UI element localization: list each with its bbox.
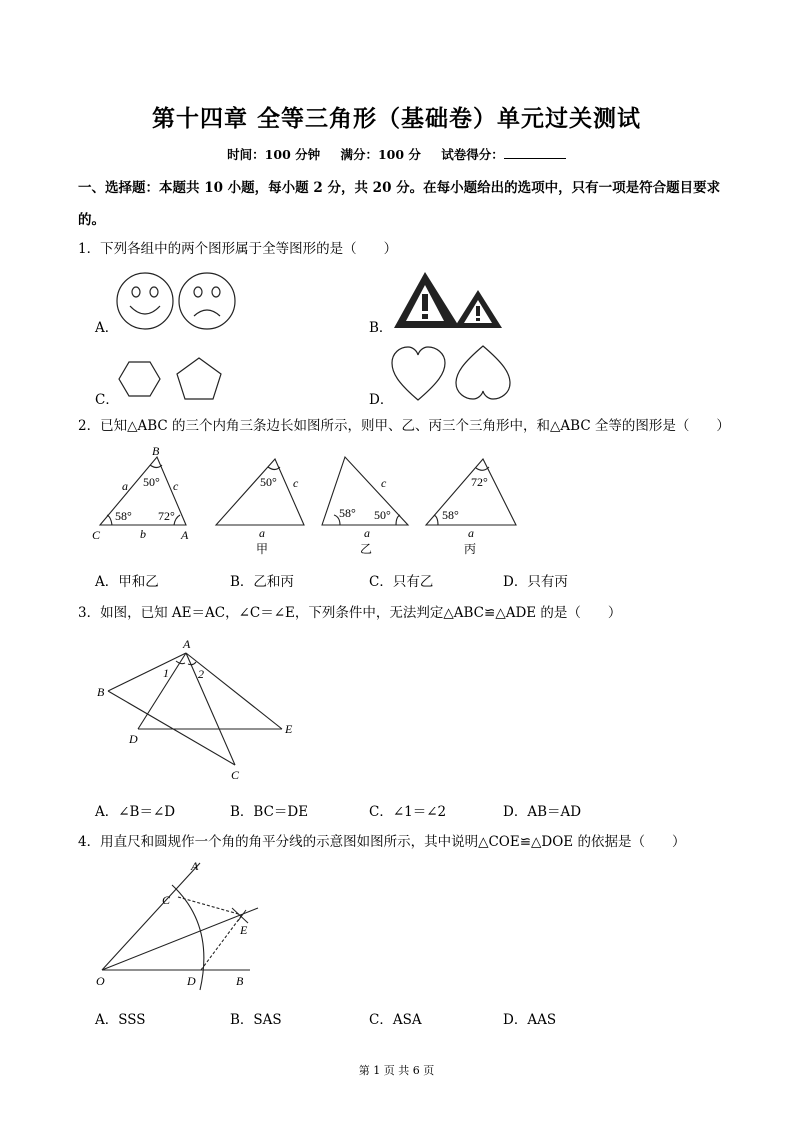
hearts-figure xyxy=(388,343,518,403)
side-a: a xyxy=(122,479,128,493)
small-warning-icon xyxy=(454,290,502,328)
angle-c: 58° xyxy=(115,509,132,523)
yi-side-c: c xyxy=(381,476,387,490)
label-O: O xyxy=(96,974,105,988)
section-heading: 一、选择题：本题共 10 小题，每小题 2 分，共 20 分。在每小题给出的选项中，只有一项是符合题目要求的。 xyxy=(78,180,721,228)
label-C: C xyxy=(162,893,171,907)
tilted-heart-icon xyxy=(456,346,510,399)
sad-face-icon xyxy=(179,273,235,329)
label-D: D xyxy=(187,974,196,988)
bing-angle-72: 72° xyxy=(471,475,488,489)
bing-side-a: a xyxy=(468,526,474,540)
side-c: c xyxy=(173,479,179,493)
side-b: b xyxy=(140,527,146,541)
q3-option-d: D．AB＝AD xyxy=(503,804,582,820)
bing-angle-58: 58° xyxy=(442,508,459,522)
page-title: 第十四章 全等三角形（基础卷）单元过关测试 xyxy=(151,105,641,132)
score-blank xyxy=(504,147,566,159)
large-warning-icon xyxy=(394,272,460,328)
q4-option-c: C．ASA xyxy=(369,1012,422,1028)
time-info: 时间：100 分钟 xyxy=(227,147,321,162)
yi-side-a: a xyxy=(364,526,370,540)
smiley-icon xyxy=(117,273,173,329)
q3-option-b: B．BC＝DE xyxy=(230,804,309,820)
label-E: E xyxy=(240,923,248,937)
q2-option-d: D．只有丙 xyxy=(503,574,568,590)
exam-info xyxy=(0,145,793,163)
jia-side-a: a xyxy=(259,526,265,540)
q1-option-c: C． xyxy=(95,392,119,408)
jia-name: 甲 xyxy=(256,542,269,556)
question-3-stem: 3．如图，已知 AE＝AC，∠C＝∠E，下列条件中，无法判定△ABC≌△ADE 的是（ ） xyxy=(78,605,622,621)
q4-option-d: D．AAS xyxy=(503,1012,557,1028)
polygons-figure xyxy=(115,355,230,403)
label-C: C xyxy=(231,768,240,782)
label-A: A xyxy=(191,859,199,873)
hexagon-icon xyxy=(119,362,160,396)
yi-angle-58: 58° xyxy=(339,506,356,520)
label-A: A xyxy=(183,637,191,651)
jia-angle: 50° xyxy=(260,475,277,489)
q2-option-b: B．乙和丙 xyxy=(230,574,294,590)
page-footer: 第 1 页 共 6 页 xyxy=(358,1064,435,1077)
bing-name: 丙 xyxy=(464,542,477,556)
angle-bisector-figure xyxy=(90,855,270,995)
heart-icon xyxy=(392,347,445,400)
q2-option-c: C．只有乙 xyxy=(369,574,434,590)
label-B: B xyxy=(152,444,160,458)
question-1-stem: 1．下列各组中的两个图形属于全等图形的是（ ） xyxy=(78,241,398,257)
score-info: 试卷得分： xyxy=(441,147,566,162)
q1-option-b: B． xyxy=(369,320,393,336)
warning-signs-figure xyxy=(392,270,507,332)
label-A: A xyxy=(181,528,189,542)
label-E: E xyxy=(285,722,293,736)
q3-option-a: A．∠B＝∠D xyxy=(95,804,176,820)
angle-b: 50° xyxy=(143,475,160,489)
q2-option-a: A．甲和乙 xyxy=(95,574,159,590)
label-D: D xyxy=(129,732,138,746)
q3-option-c: C．∠1＝∠2 xyxy=(369,804,447,820)
label-C: C xyxy=(92,528,101,542)
smiley-faces-figure xyxy=(115,270,245,335)
jia-side-c: c xyxy=(293,476,299,490)
question-4-stem: 4．用直尺和圆规作一个角的角平分线的示意图如图所示，其中说明△COE≌△DOE 的依据是（ ） xyxy=(78,834,686,850)
pentagon-icon xyxy=(177,358,221,399)
label-B: B xyxy=(97,685,105,699)
q3-geometry-figure xyxy=(90,635,310,785)
label-B: B xyxy=(236,974,244,988)
triangles-figure xyxy=(90,443,530,561)
q1-option-a: A． xyxy=(95,320,119,336)
angle-2-label: 2 xyxy=(198,667,204,681)
q4-option-a: A．SSS xyxy=(95,1012,146,1028)
angle-a: 72° xyxy=(158,509,175,523)
question-2-stem: 2．已知△ABC 的三个内角三条边长如图所示，则甲、乙、丙三个三角形中，和△ABC 全等的图形是（ ） xyxy=(78,418,730,434)
angle-1-label: 1 xyxy=(163,666,169,680)
yi-angle-50: 50° xyxy=(374,508,391,522)
full-score-info: 满分：100 分 xyxy=(340,147,421,162)
q4-option-b: B．SAS xyxy=(230,1012,282,1028)
yi-name: 乙 xyxy=(360,542,373,556)
q1-option-d: D． xyxy=(369,392,394,408)
